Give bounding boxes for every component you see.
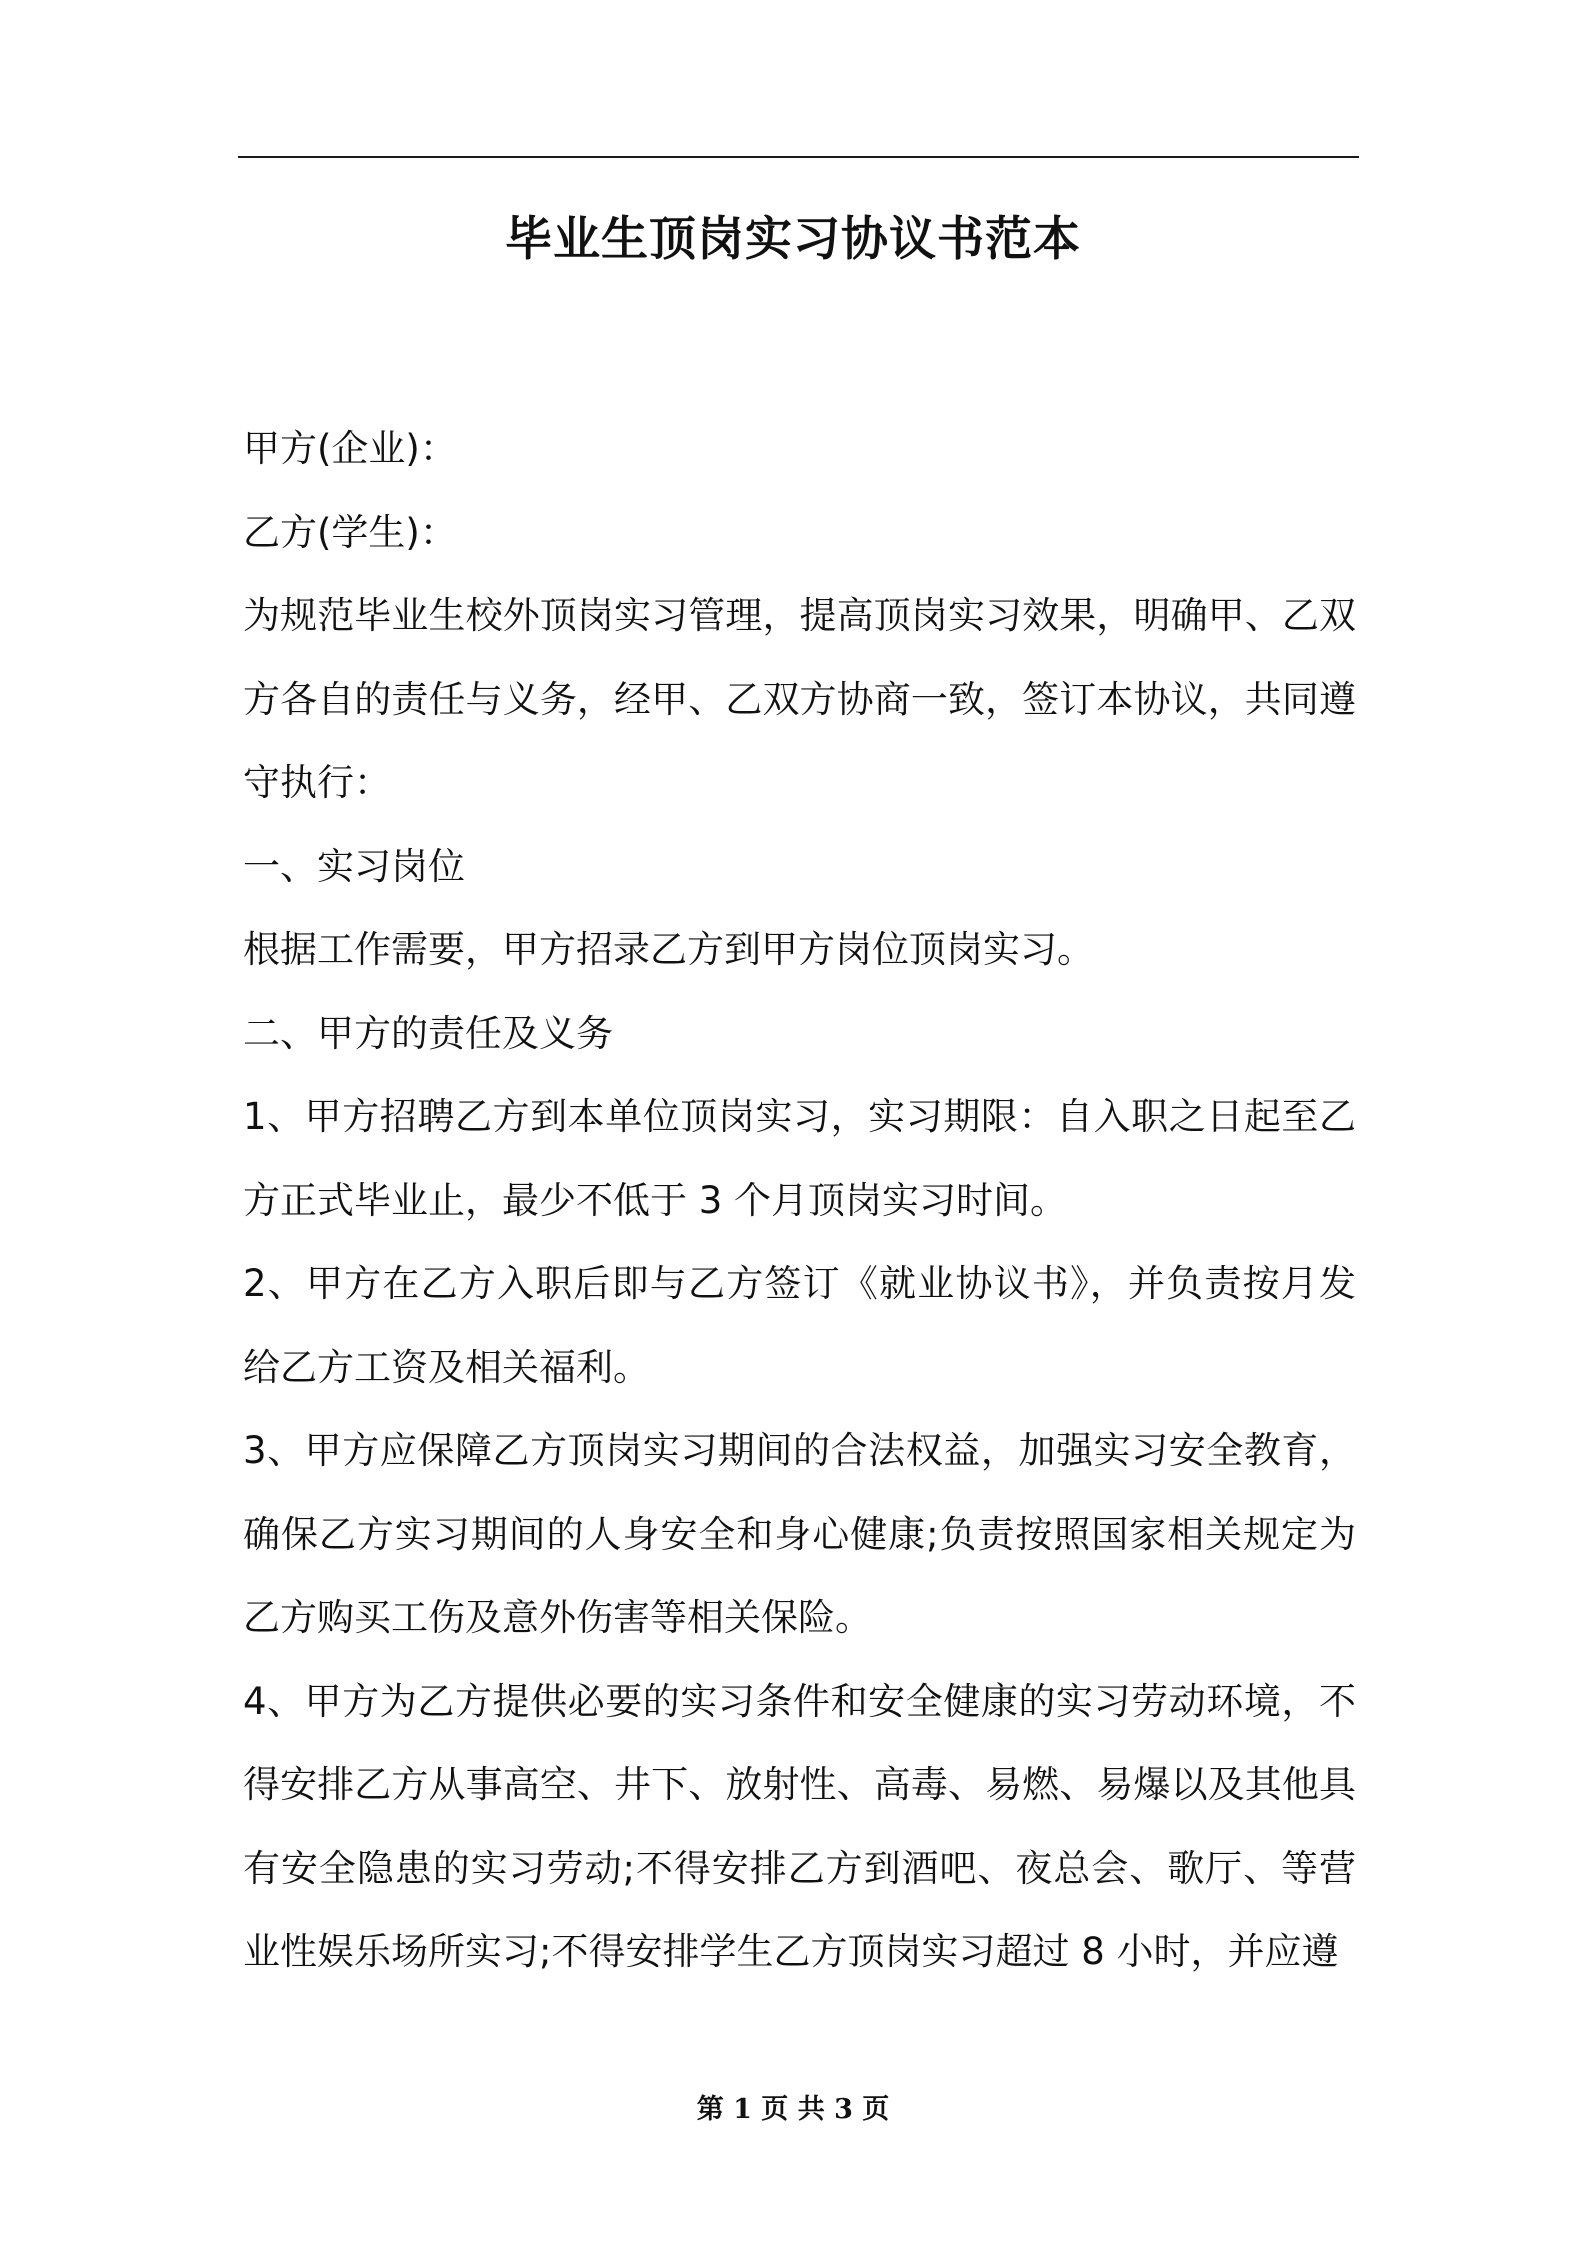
clause-2-paragraph: 2、甲方在乙方入职后即与乙方签订《就业协议书》，并负责按月发给乙方工资及相关福利。	[243, 1262, 1356, 1389]
header-rule	[238, 156, 1359, 158]
clause-4-paragraph: 4、甲方为乙方提供必要的实习条件和安全健康的实习劳动环境，不得安排乙方从事高空、井下、放射性、高毒、易燃、易爆以及其他具有安全隐患的实习劳动;不得安排乙方到酒吧、夜总会、歌厅、等营业性娱乐场所实习;不得安排学生乙方顶岗实习超过 8 小时，并应遵	[243, 1679, 1356, 1973]
section-heading-2: 二、甲方的责任及义务	[243, 1011, 613, 1055]
document-body	[243, 407, 1356, 1994]
clause-3-paragraph: 3、甲方应保障乙方顶岗实习期间的合法权益，加强实习安全教育，确保乙方实习期间的人身安全和身心健康;负责按照国家相关规定为乙方购买工伤及意外伤害等相关保险。	[243, 1429, 1356, 1639]
party-a-line: 甲方(企业)：	[243, 427, 457, 470]
clause-1-paragraph: 1、甲方招聘乙方到本单位顶岗实习，实习期限：自入职之日起至乙方正式毕业止，最少不低于 3 个月顶岗实习时间。	[243, 1095, 1356, 1222]
page-number-footer: 第 1 页 共 3 页	[696, 2094, 890, 2125]
document-title: 毕业生顶岗实习协议书范本	[505, 212, 1081, 267]
preamble-paragraph: 为规范毕业生校外顶岗实习管理，提高顶岗实习效果，明确甲、乙双方各自的责任与义务，经甲、乙双方协商一致，签订本协议，共同遵守执行：	[243, 594, 1356, 804]
section-heading-1: 一、实习岗位	[243, 844, 465, 888]
party-b-line: 乙方(学生)：	[243, 510, 457, 554]
section-1-paragraph: 根据工作需要，甲方招录乙方到甲方岗位顶岗实习。	[243, 928, 1094, 971]
